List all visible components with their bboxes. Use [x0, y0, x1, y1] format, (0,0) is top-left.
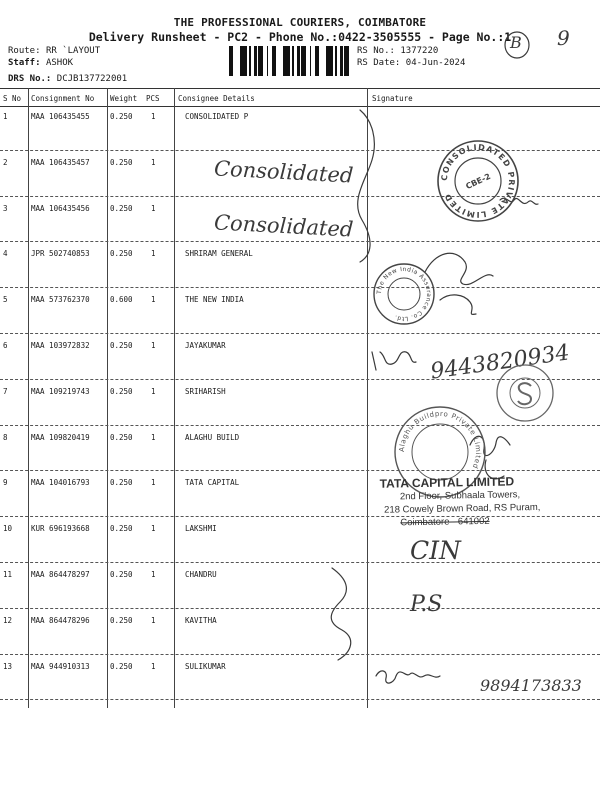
- row-consignment: MAA 864478296: [31, 615, 90, 625]
- row-weight: 0.250: [110, 203, 133, 213]
- row-sno: 5: [3, 295, 8, 305]
- row-pcs: 1: [151, 661, 156, 671]
- row-consignee: SHRIRAM GENERAL: [185, 249, 253, 259]
- row-sno: 3: [3, 203, 8, 213]
- row-consignment: MAA 106435457: [31, 157, 90, 167]
- rs-no-label: RS No.:: [357, 46, 395, 56]
- row-weight: 0.250: [110, 661, 133, 671]
- row-consignment: JPR 502740853: [31, 249, 90, 259]
- row-weight: 0.250: [110, 432, 133, 442]
- row-consignee: CHANDRU: [185, 570, 217, 579]
- row-consignment: MAA 106435455: [31, 112, 90, 121]
- round-logo-stamp: [494, 362, 556, 424]
- rs-date-value: 04-Jun-2024: [405, 58, 466, 68]
- row-weight: 0.600: [110, 295, 133, 305]
- row-sno: 2: [3, 157, 8, 167]
- row-weight: 0.250: [110, 341, 133, 350]
- col-head-consignee: Consignee Details: [178, 94, 255, 103]
- row-consignee: THE NEW INDIA: [185, 295, 244, 305]
- route-label: Route:: [8, 46, 41, 56]
- row-sno: 8: [3, 432, 8, 442]
- new-india-stamp: [372, 262, 436, 326]
- row-weight: 0.250: [110, 570, 133, 579]
- row-consignment: MAA 109820419: [31, 432, 90, 442]
- row-consignee: LAKSHMI: [185, 524, 217, 534]
- new-india-stamp-text: The New India Assurance Co. Ltd.: [375, 265, 433, 323]
- row-pcs: 1: [151, 524, 156, 534]
- row-consignment: MAA 109219743: [31, 386, 90, 396]
- row-consignee: CONSOLIDATED P: [185, 112, 249, 121]
- row-sno: 1: [3, 112, 8, 121]
- col-head-signature: Signature: [372, 94, 413, 103]
- col-head-sno: S No: [3, 94, 22, 103]
- row-consignment: MAA 944910313: [31, 661, 90, 671]
- row-weight: 0.250: [110, 249, 133, 259]
- row-pcs: 1: [151, 295, 156, 305]
- row-pcs: 1: [151, 386, 156, 396]
- row-weight: 0.250: [110, 478, 133, 488]
- row-pcs: 1: [151, 203, 156, 213]
- row-weight: 0.250: [110, 386, 133, 396]
- svg-text:The New India Assurance Co. Lt: [376, 266, 432, 322]
- tata-stamp-line2: 2nd Floor, Subhaala Towers,: [399, 489, 521, 503]
- report-subtitle: Delivery Runsheet - PC2 - Phone No.:0422-3505555 - Page No.:1: [88, 30, 512, 44]
- corner-number: 9: [557, 26, 570, 50]
- row-sno: 11: [3, 570, 13, 579]
- handwritten-phone-row6: 9443820934: [428, 340, 572, 385]
- row-consignee: SRIHARISH: [185, 386, 226, 396]
- col-head-weight: Weight: [110, 94, 138, 103]
- row-consignment: MAA 106435456: [31, 203, 90, 213]
- handwritten-consignee-row2: Consolidated: [213, 156, 354, 188]
- consolidated-stamp: [435, 138, 521, 224]
- alaghu-stamp-text: Alaghu Buildpro Private Limited: [397, 409, 483, 471]
- row-pcs: 1: [151, 432, 156, 442]
- tata-stamp-line3: 218 Cowely Brown Road, RS Puram,: [384, 501, 541, 516]
- row-weight: 0.250: [110, 615, 133, 625]
- tata-stamp-line4: Coimbatore - 641002: [400, 515, 490, 529]
- row-pcs: 1: [151, 478, 156, 488]
- row-pcs: 1: [151, 570, 156, 579]
- tata-capital-stamp: [380, 474, 581, 529]
- row-pcs: 1: [151, 157, 156, 167]
- row-pcs: 1: [151, 615, 156, 625]
- row-weight: 0.250: [110, 112, 133, 121]
- handwritten-row12: P.S: [410, 592, 443, 617]
- staff-value: ASHOK: [45, 58, 74, 68]
- row-weight: 0.250: [110, 524, 133, 534]
- row-sno: 9: [3, 478, 8, 488]
- row-weight: 0.250: [110, 157, 133, 167]
- row-consignment: MAA 864478297: [31, 570, 90, 579]
- row-consignee: KAVITHA: [185, 615, 217, 625]
- row-pcs: 1: [151, 341, 156, 350]
- row-consignment: KUR 696193668: [31, 524, 90, 534]
- report-title: THE PROFESSIONAL COURIERS, COIMBATORE: [173, 16, 427, 29]
- row-sno: 12: [3, 615, 13, 625]
- tata-stamp-line1: TATA CAPITAL LIMITED: [379, 474, 515, 491]
- row-consignment: MAA 573762370: [31, 295, 90, 305]
- handwritten-row10: CIN: [410, 536, 461, 565]
- consolidated-stamp-center: CBE-2: [464, 171, 493, 192]
- rs-no-value: 1377220: [400, 46, 439, 56]
- row-consignment: MAA 104016793: [31, 478, 90, 488]
- row-sno: 13: [3, 661, 13, 671]
- consolidated-stamp-ring-text: CONSOLIDATED PRIVATE LIMITED: [439, 142, 517, 220]
- col-head-consignment: Consignment No: [31, 94, 95, 103]
- row-sno: 7: [3, 386, 8, 396]
- circled-letter: B: [510, 33, 522, 52]
- row-sno: 10: [3, 524, 13, 534]
- drs-label: DRS No.:: [8, 74, 52, 84]
- col-head-pcs: PCS: [146, 94, 160, 103]
- handwritten-phone-row13: 9894173833: [480, 676, 582, 695]
- row-pcs: 1: [151, 112, 156, 121]
- row-consignment: MAA 103972832: [31, 341, 90, 350]
- handwritten-consignee-row3: Consolidated: [213, 210, 354, 242]
- row-sno: 6: [3, 341, 8, 350]
- staff-label: Staff:: [8, 58, 41, 68]
- row-sno: 4: [3, 249, 8, 259]
- row-consignee: TATA CAPITAL: [185, 478, 240, 488]
- row-consignee: SULIKUMAR: [185, 661, 226, 671]
- rs-date-label: RS Date:: [357, 58, 401, 68]
- row-consignee: JAYAKUMAR: [185, 341, 226, 350]
- row-pcs: 1: [151, 249, 156, 259]
- route-value: RR `LAYOUT: [45, 46, 101, 56]
- drs-value: DCJB137722001: [56, 74, 128, 84]
- row-consignee: ALAGHU BUILD: [185, 432, 240, 442]
